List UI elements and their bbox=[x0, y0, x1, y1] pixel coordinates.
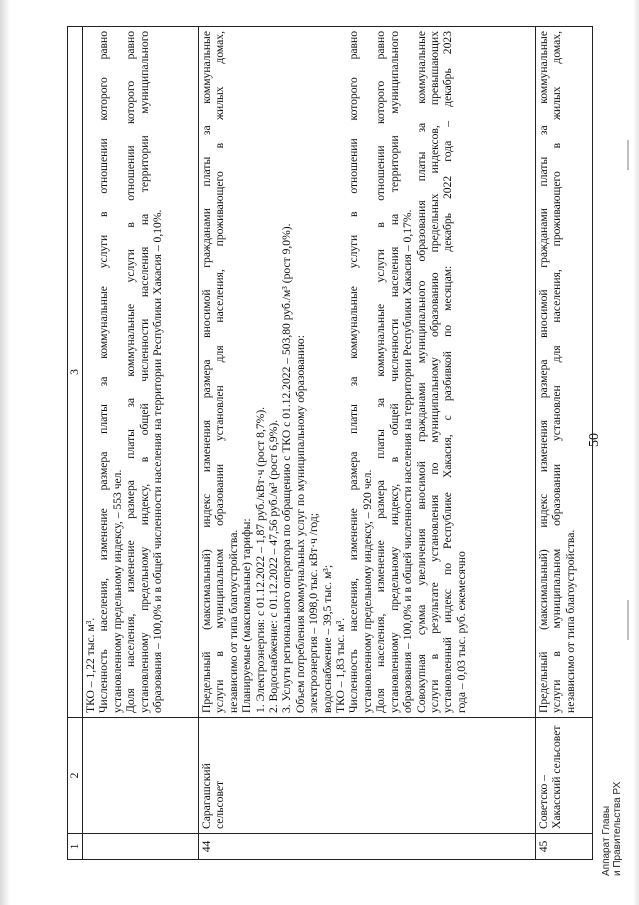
row-44-text-line: независимо от типа благоустройства. bbox=[226, 529, 240, 713]
table-row-45 bbox=[536, 27, 593, 860]
page-number: 50 bbox=[587, 433, 602, 447]
continuation-text-line: установленному предельному индексу, в общей численности населения на территории муниципального bbox=[137, 31, 151, 713]
scan-mark bbox=[627, 140, 629, 170]
row-45-text bbox=[537, 31, 577, 713]
table-row-44 bbox=[199, 27, 536, 860]
row-44-text-line: Доля населения, изменение размера платы за коммунальные услуги в отношении которого равно bbox=[374, 31, 388, 713]
row-name-cell bbox=[83, 718, 199, 834]
row-45-text-line: Предельный (максимальный) индекс изменения размера вносимой гражданами платы за коммунальные bbox=[537, 31, 550, 713]
stamp-line-1: Аппарат Главы bbox=[601, 805, 612, 876]
row-44-text-line: ТКО – 1,83 тыс. м³. bbox=[334, 617, 348, 713]
continuation-text-line: Доля населения, изменение размера платы за коммунальные услуги в отношении которого равно bbox=[124, 31, 138, 713]
scan-mark bbox=[627, 600, 629, 640]
row-44-text-line: 1. Электроэнергия: с 01.12.2022 – 1,87 руб./кВт·ч (рост 8,7%). bbox=[253, 406, 267, 713]
continuation-text-line: установленному предельному индексу, – 553 чел. bbox=[110, 469, 124, 713]
continuation-text bbox=[84, 31, 164, 713]
row-number-cell bbox=[83, 834, 199, 860]
row-44-text-line: 2. Водоснабжение: с 01.12.2022 – 47,56 руб./м³ (рост 6,9%). bbox=[267, 419, 281, 713]
header-col-1: 1 bbox=[68, 834, 83, 860]
row-44-text-line: электроэнергия – 1098,0 тыс. кВт·ч /год; bbox=[307, 512, 321, 713]
row-44-text-line: услуги в муниципальном образовании установлен для населения, проживающего в жилых домах, bbox=[213, 31, 227, 713]
row-44-text-line: установленному предельному индексу, – 920 чел. bbox=[360, 469, 374, 713]
row-44-text-line: Численность населения, изменение размера платы за коммунальные услуги в отношении которого равно bbox=[347, 31, 361, 713]
row-number-44: 44 bbox=[199, 834, 536, 860]
row-45-text-line: независимо от типа благоустройства. bbox=[563, 529, 577, 713]
row-44-text-line: водоснабжение – 39,5 тыс. м³; bbox=[320, 564, 334, 713]
row-45-text-line: услуги в муниципальном образовании установлен для населения, проживающего в жилых домах, bbox=[550, 31, 564, 713]
row-44-text-line: Совокупная сумма увеличения вносимой гражданами муниципального образования платы за коммунальные bbox=[414, 31, 428, 713]
row-text-cell bbox=[83, 27, 199, 718]
row-44-text-line: установленный индекс по Республике Хакасия, с разбивкой по месяцам: декабрь 2022 года – декабрь 2023 bbox=[441, 31, 455, 713]
row-44-text-line: образования – 100,0% и в общей численности населения на территории Республики Хакасия – 0,17%. bbox=[401, 209, 415, 713]
table-row-continuation bbox=[83, 27, 199, 860]
row-44-text-line: Предельный (максимальный) индекс изменения размера вносимой гражданами платы за коммунальные bbox=[200, 31, 213, 713]
row-name-44: Сарагашский сельсовет bbox=[199, 718, 536, 834]
row-44-text-line: года – 0,03 тыс. руб. ежемесячно bbox=[454, 551, 468, 713]
table-header-row bbox=[68, 27, 83, 860]
rotated-page bbox=[5, 0, 635, 880]
continuation-text-line: ТКО – 1,22 тыс. м³. bbox=[84, 617, 97, 713]
continuation-text-line: образования – 100,0% и в общей численности населения на территории Республики Хакасия – 0,10%. bbox=[151, 209, 165, 713]
continuation-text-line: Численность населения, изменение размера платы за коммунальные услуги в отношении которого равно bbox=[97, 31, 111, 713]
row-44-text-line: установленному предельному индексу, в общей численности населения на территории муниципального bbox=[387, 31, 401, 713]
row-44-text-line: Планируемые (максимальные) тарифы: bbox=[240, 518, 254, 713]
header-col-3: 3 bbox=[68, 27, 83, 718]
row-text-cell-45 bbox=[536, 27, 593, 718]
tariff-table bbox=[67, 26, 593, 860]
row-name-45: Советско – Хакасский сельсовет bbox=[536, 718, 593, 834]
row-44-text-line: Объем потребления коммунальных услуг по муниципальному образованию: bbox=[293, 335, 307, 713]
row-44-text-line: 3. Услуги регионального оператора по обращению с ТКО с 01.12.2022 – 503,80 руб./м³ (рост 9,0%). bbox=[280, 223, 294, 713]
stamp-line-2: и Правительства РХ bbox=[612, 781, 623, 876]
row-44-text bbox=[200, 31, 468, 713]
row-text-cell-44 bbox=[199, 27, 536, 718]
header-col-2: 2 bbox=[68, 718, 83, 834]
office-stamp bbox=[601, 782, 623, 876]
row-number-45: 45 bbox=[536, 834, 593, 860]
row-44-text-line: услуги в результате установления по муниципальному образованию предельных индексов, превышающих bbox=[427, 31, 441, 713]
